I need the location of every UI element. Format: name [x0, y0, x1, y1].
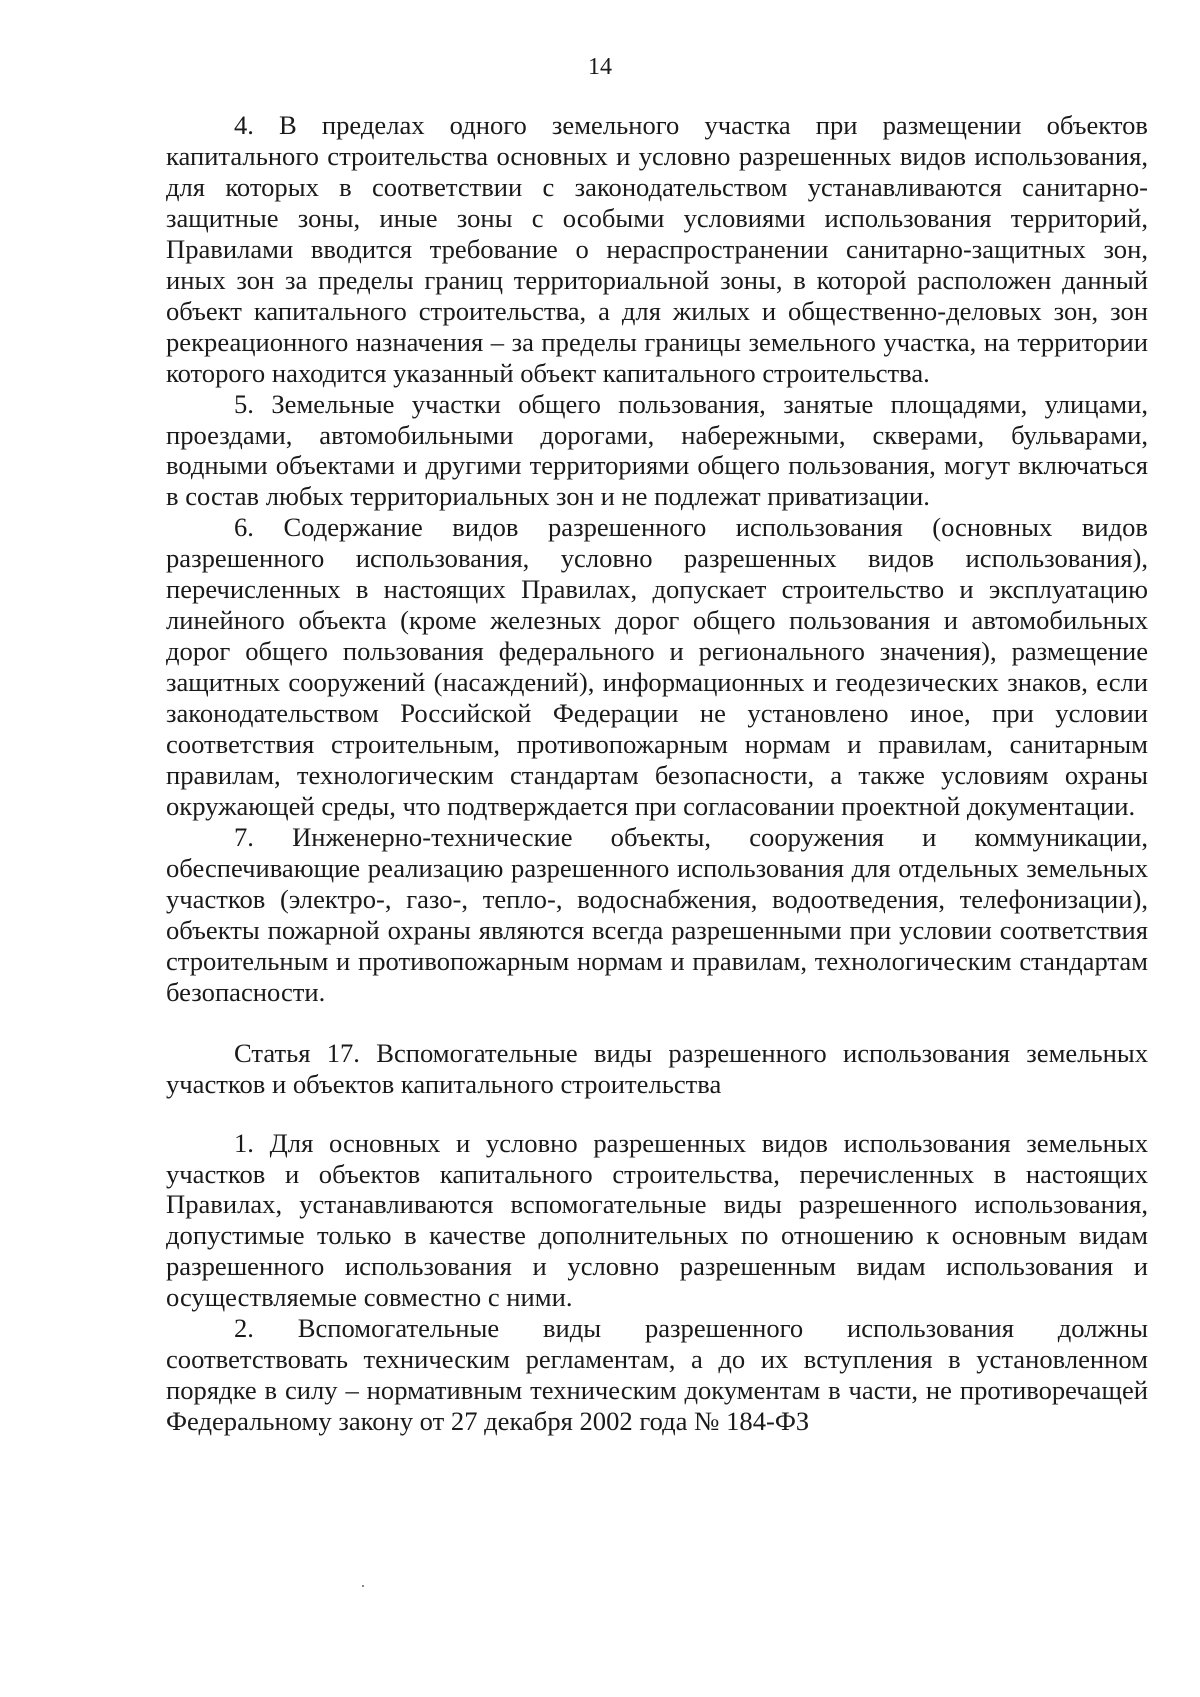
article-17-paragraph-2: 2. Вспомогательные виды разрешенного использования должны соответствовать техническим регламентам, а до их вступления в установленном порядке в силу – нормативным техническим документам в части, не противоречащей Федеральному закону от 27 декабря 2002 года № 184-ФЗ — [166, 1313, 1148, 1437]
scan-speck — [362, 1585, 364, 1587]
paragraph-6: 6. Содержание видов разрешенного использования (основных видов разрешенного использования, условно разрешенных видов использования), перечисленных в настоящих Правилах, допускает строительство и эксплуатацию линейного объекта (кроме железных дорог общего пользования и автомобильных дорог общего пользования федерального и регионального значения), размещение защитных сооружений (насаждений), информационных и геодезических знаков, если законодательством Российской Федерации не установлено иное, при условии соответствия строительным, противопожарным нормам и правилам, санитарным правилам, технологическим стандартам безопасности, а также условиям охраны окружающей среды, что подтверждается при согласовании проектной документации. — [166, 512, 1148, 821]
paragraph-4: 4. В пределах одного земельного участка при размещении объектов капитального строительства основных и условно разрешенных видов использования, для которых в соответствии с законодательством устанавливаются санитарно-защитные зоны, иные зоны с особыми условиями использования территорий, Правилами вводится требование о нераспространении санитарно-защитных зон, иных зон за пределы границ территориальной зоны, в которой расположен данный объект капитального строительства, а для жилых и общественно-деловых зон, зон рекреационного назначения – за пределы границы земельного участка, на территории которого находится указанный объект капитального строительства. — [166, 110, 1148, 388]
article-17-heading: Статья 17. Вспомогательные виды разрешенного использования земельных участков и объектов капитального строительства — [166, 1037, 1148, 1099]
paragraph-5: 5. Земельные участки общего пользования, занятые площадями, улицами, проездами, автомобильными дорогами, набережными, скверами, бульварами, водными объектами и другими территориями общего пользования, могут включаться в состав любых территориальных зон и не подлежат приватизации. — [166, 388, 1148, 512]
document-body — [166, 110, 1148, 1437]
section-spacer — [166, 1008, 1148, 1038]
paragraph-7: 7. Инженерно-технические объекты, сооружения и коммуникации, обеспечивающие реализацию разрешенного использования для отдельных земельных участков (электро-, газо-, тепло-, водоснабжения, водоотведения, телефонизации), объекты пожарной охраны являются всегда разрешенными при условии соответствия строительным и противопожарным нормам и правилам, технологическим стандартам безопасности. — [166, 821, 1148, 1007]
page-number: 14 — [588, 54, 612, 80]
section-spacer — [166, 1100, 1148, 1128]
article-17-paragraph-1: 1. Для основных и условно разрешенных видов использования земельных участков и объектов капитального строительства, перечисленных в настоящих Правилах, устанавливаются вспомогательные виды разрешенного использования, допустимые только в качестве дополнительных по отношению к основным видам разрешенного использования и условно разрешенным видам использования и осуществляемые совместно с ними. — [166, 1127, 1148, 1313]
